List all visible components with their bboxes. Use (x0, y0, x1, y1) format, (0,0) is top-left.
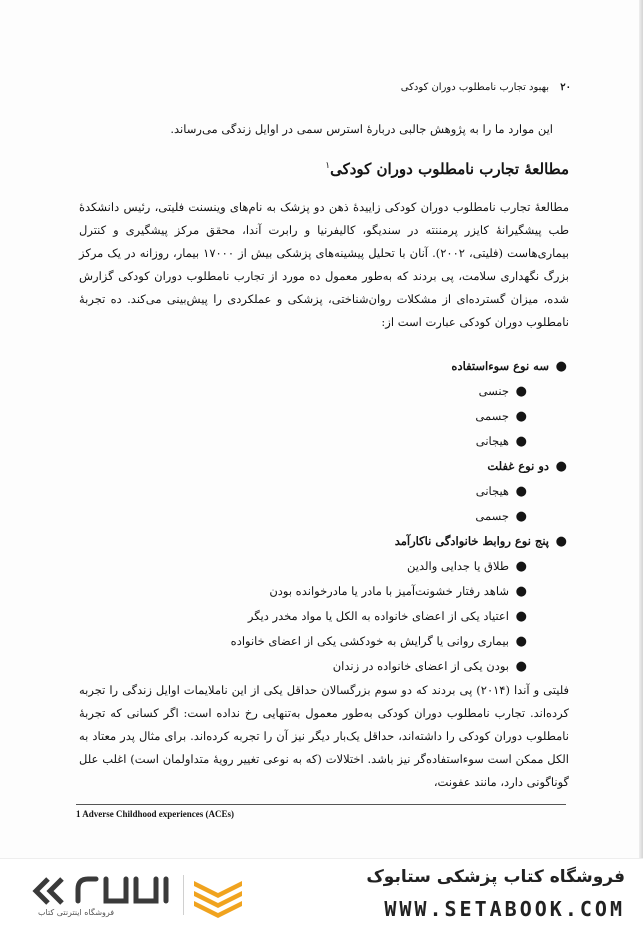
list-item: ● بیماری روانی یا گرایش به خودکشی یکی از اعضای خانواده (87, 629, 567, 654)
list-item-neglect: ● دو نوع غفلت (87, 454, 567, 479)
list-item: ● جنسی (87, 379, 567, 404)
body-paragraph-2: فلیتی و آندا (۲۰۱۴) پی بردند که دو سوم بزرگسالان حداقل یکی از این ناملایمات اوایل زندگی را تجربه کرده‌اند. تجارب نامطلوب دوران کودکی به‌طور معمول به‌تنهایی رخ نداده است: اگر کسانی که تجربهٔ نامطلوب دوران کودکی را داشته‌اند، حداقل یک‌بار دیگر نیز آن را تجربه کرده‌اند. برای مثال پدر معتاد به الکل ممکن است سوءاستفاده‌گر نیز باشد. اختلالات (که به نوعی تغییر رویهٔ متداولمان است) اغلب علل گوناگونی دارد، مانند عفونت، (79, 683, 569, 789)
bullet-icon: ● (515, 609, 527, 624)
bullet-icon: ● (515, 434, 527, 449)
page-number: ۲۰ (560, 82, 571, 93)
running-title: بهبود تجارب نامطلوب دوران کودکی (400, 82, 550, 93)
footnote-number: 1 (76, 809, 81, 819)
list-item: ● جسمی (87, 404, 567, 429)
list-item: ● هیجانی (87, 479, 567, 504)
body-paragraph-1: مطالعهٔ تجارب نامطلوب دوران کودکی زاییدهٔ ذهن دو پزشک به نام‌های وینسنت فلیتی، رئیس دانشکدهٔ طب پیشگیرانهٔ کایزر پرمننته در سندیگو، کالیفرنیا و رابرت آندا، محقق مرکز پیشگیری و کنترل بیماری‌هاست (فلیتی، ۲۰۰۲). آنان با تحلیل پیشینه‌های پزشکی بیش از ۱۷۰۰۰ بیمار، روزانه در یک مرکز بزرگ نگهداری سلامت، پی بردند که به‌طور معمول ده مورد از تجارب نامطلوب دوران کودکی گزارش شده، میزان گسترده‌ای از مشکلات روان‌شناختی، پزشکی و عملکردی را پیش‌بینی می‌کند. ده تجربهٔ نامطلوب دوران کودکی عبارت است از: (79, 200, 569, 329)
footnote-ref: ۱ (325, 161, 331, 171)
list-item-abuse: ● سه نوع سوءاستفاده (87, 354, 567, 379)
footnote-text: Adverse Childhood experiences (ACEs) (82, 809, 235, 819)
page-edge (639, 0, 643, 858)
intro-paragraph: این موارد ما را به پژوهش جالبی دربارهٔ استرس سمی در اوایل زندگی می‌رساند. (170, 122, 553, 136)
bullet-icon: ● (515, 634, 527, 649)
website-link[interactable]: WWW.SETABOOK.COM (384, 897, 625, 921)
bullet-icon: ● (515, 659, 527, 674)
list-item: ● شاهد رفتار خشونت‌آمیز با مادر یا مادرخوانده بودن (87, 579, 567, 604)
list-item-household: ● پنج نوع روابط خانوادگی ناکارآمد (87, 529, 567, 554)
bullet-icon: ● (555, 459, 567, 474)
running-header (401, 82, 571, 93)
footnote (76, 809, 234, 819)
section-heading (325, 160, 569, 178)
bullet-icon: ● (515, 509, 527, 524)
store-name: فروشگاه کتاب پزشکی ستابوک (366, 867, 625, 887)
bullet-icon: ● (515, 559, 527, 574)
list-item: ● اعتیاد یکی از اعضای خانواده به الکل یا مواد مخدر دیگر (87, 604, 567, 629)
setabook-banner[interactable] (0, 858, 643, 927)
ace-list (87, 354, 567, 679)
list-item: ● هیجانی (87, 429, 567, 454)
list-item: ● جسمی (87, 504, 567, 529)
section-title: مطالعهٔ تجارب نامطلوب دوران کودکی (330, 160, 569, 178)
bullet-icon: ● (515, 484, 527, 499)
chevron-icon (36, 879, 62, 903)
list-item: ● طلاق یا جدایی والدین (87, 554, 567, 579)
bullet-icon: ● (515, 409, 527, 424)
logo-wordmark (78, 879, 166, 901)
banner-divider (183, 875, 184, 915)
bullet-icon: ● (515, 384, 527, 399)
footnote-divider (76, 804, 566, 805)
bullet-icon: ● (555, 534, 567, 549)
bullet-icon: ● (515, 584, 527, 599)
logo-subtitle: فروشگاه اینترنتی کتاب (38, 908, 115, 917)
list-item: ● بودن یکی از اعضای خانواده در زندان (87, 654, 567, 679)
bullet-icon: ● (555, 359, 567, 374)
books-icon (194, 881, 242, 918)
